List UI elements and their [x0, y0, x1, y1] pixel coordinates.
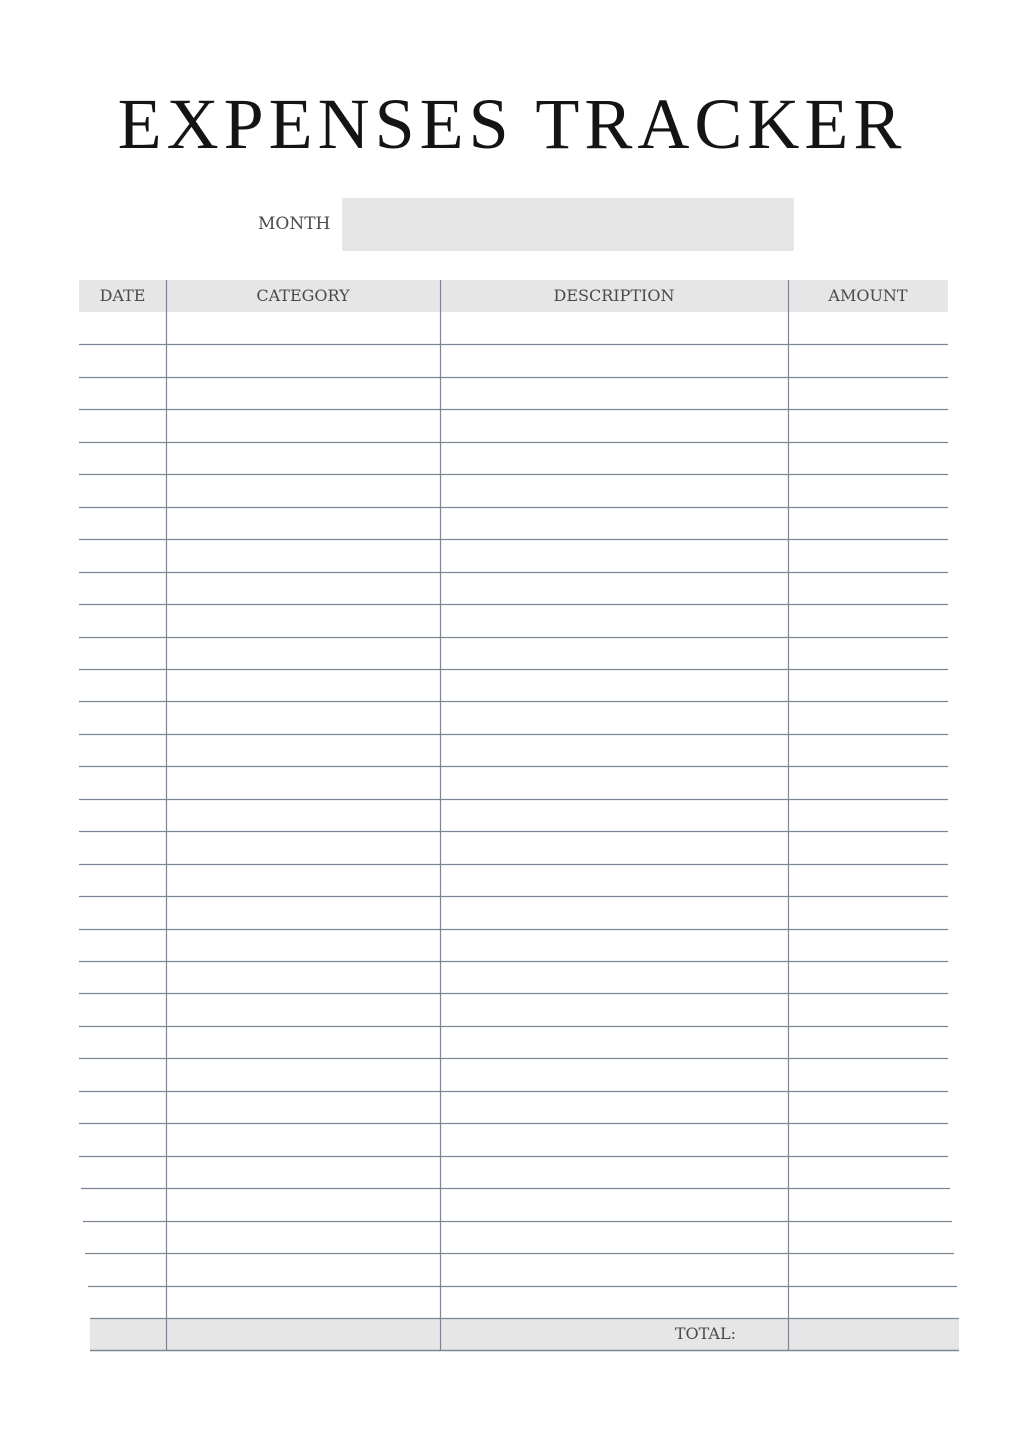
column-header-date: DATE — [79, 280, 166, 312]
page-title: EXPENSES TRACKER — [117, 84, 907, 164]
column-header-description: DESCRIPTION — [440, 280, 788, 312]
total-label: TOTAL: — [674, 1324, 736, 1343]
column-header-amount: AMOUNT — [788, 280, 948, 312]
month-label: MONTH — [258, 214, 331, 234]
column-header-category: CATEGORY — [166, 280, 440, 312]
